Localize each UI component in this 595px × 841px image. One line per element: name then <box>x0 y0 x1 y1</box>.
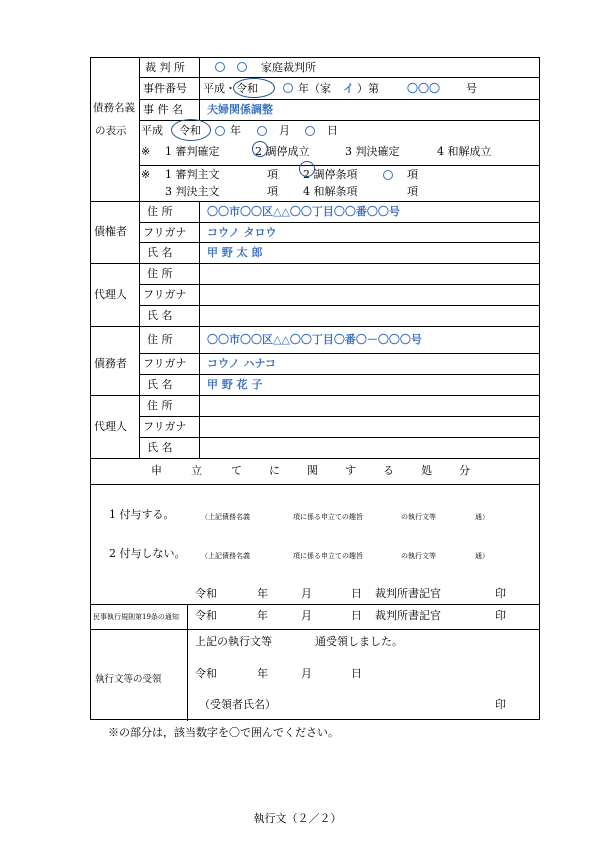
divider <box>91 201 539 202</box>
receipt-date-day: 日 <box>351 667 362 680</box>
disposition-header-char: て <box>231 464 242 477</box>
creditor-name-value: 甲 野 太 郎 <box>207 246 263 259</box>
finalization-mark: ※ <box>141 145 151 158</box>
circle-mark <box>383 170 393 180</box>
disposition-date-era: 令和 <box>195 587 217 600</box>
debtor-label: 債務者 <box>94 357 127 370</box>
obligation-title-2: の表示 <box>95 125 127 137</box>
creditor-agent-furigana-label: フリガナ <box>143 288 187 301</box>
court-value: 家庭裁判所 <box>261 61 316 74</box>
date-month: 月 <box>279 124 290 137</box>
circle-mark <box>215 62 225 72</box>
creditor-agent-label: 代理人 <box>94 288 127 301</box>
creditor-name-label: 氏 名 <box>147 246 173 259</box>
divider <box>91 604 539 605</box>
rule19-clerk: 裁判所書記官 <box>375 609 441 622</box>
divider <box>91 326 539 327</box>
divider <box>91 629 539 630</box>
divider <box>91 458 539 459</box>
creditor-agent-address-label: 住 所 <box>147 267 173 280</box>
receipt-date-year: 年 <box>257 667 268 680</box>
debtor-agent-furigana-label: フリガナ <box>143 420 187 433</box>
disposition-date-month: 月 <box>301 587 312 600</box>
receipt-statement-2: 通受領しました。 <box>315 635 403 648</box>
creditor-furigana-value: コウノ タロウ <box>207 226 277 239</box>
disposition-header-char: る <box>383 464 394 477</box>
rule19-date-month: 月 <box>301 609 312 622</box>
disposition-header-char: 処 <box>421 464 432 477</box>
execution-form <box>90 57 540 720</box>
page-footer: 執行文（２／２） <box>253 812 342 825</box>
date-circled: 令和 <box>179 124 201 137</box>
grant-detail: 通） <box>475 513 489 521</box>
debtor-name-value: 甲 野 花 子 <box>207 378 263 391</box>
disposition-date-day: 日 <box>351 587 362 600</box>
circle-mark <box>257 126 267 136</box>
debtor-agent-name-label: 氏 名 <box>147 441 173 454</box>
case-number-year: 年（家 <box>298 82 331 95</box>
disposition-clerk: 裁判所書記官 <box>375 587 441 600</box>
debtor-name-label: 氏 名 <box>147 378 173 391</box>
creditor-agent-name-label: 氏 名 <box>147 309 173 322</box>
debtor-furigana-label: フリガナ <box>143 357 187 370</box>
debtor-address-label: 住 所 <box>147 333 173 346</box>
provision-item: 項 <box>267 185 278 198</box>
debtor-address-value: 〇〇市〇〇区△△〇〇丁目〇番〇－〇〇〇号 <box>207 333 422 346</box>
finalization-option: 3 判決確定 <box>345 145 400 158</box>
option-circle <box>299 161 315 177</box>
debtor-furigana-value: コウノ ハナコ <box>207 357 277 370</box>
obligation-title: 債務名義 <box>93 102 135 114</box>
circle-mark <box>305 126 315 136</box>
deny-detail: 通） <box>475 552 489 560</box>
option-circle <box>252 141 268 157</box>
disposition-header-char: に <box>269 464 280 477</box>
instruction-note: ※の部分は，該当数字を〇で囲んでください。 <box>108 726 339 739</box>
case-number-label: 事件番号 <box>143 82 187 95</box>
creditor-address-value: 〇〇市〇〇区△△〇〇丁目〇〇番〇〇号 <box>207 205 400 218</box>
debtor-agent-address-label: 住 所 <box>147 399 173 412</box>
finalization-option: 1 審判確定 <box>165 145 220 158</box>
case-number-go: 号 <box>466 82 477 95</box>
provision-item: 項 <box>267 168 278 181</box>
divider <box>91 395 539 396</box>
creditor-furigana-label: フリガナ <box>143 226 187 239</box>
date-prefix: 平成 <box>141 124 163 137</box>
circle-mark <box>237 62 247 72</box>
case-number-dai: ）第 <box>357 82 379 95</box>
disposition-seal: 印 <box>495 587 506 600</box>
deny-detail: 項に係る申立ての趣旨 <box>293 552 363 560</box>
provision-item: 項 <box>407 185 418 198</box>
rule19-date-day: 日 <box>351 609 362 622</box>
rule19-label: 民事執行規則第19条の通知 <box>93 613 179 621</box>
creditor-address-label: 住 所 <box>147 205 173 218</box>
disposition-header-char: 関 <box>307 464 318 477</box>
provision-item: 項 <box>407 168 418 181</box>
provision-mark: ※ <box>141 168 151 181</box>
provision-option: 4 和解条項 <box>303 185 358 198</box>
case-name-value: 夫婦関係調整 <box>207 103 273 116</box>
court-label: 裁 判 所 <box>145 61 185 74</box>
disposition-header-char: 分 <box>459 464 470 477</box>
case-number-era: 平成・令和 <box>203 82 258 95</box>
circle-mark <box>283 83 293 93</box>
receipt-label: 執行文等の受領 <box>95 674 162 685</box>
grant-line: 1 付与する。 <box>109 508 175 521</box>
case-name-label: 事 件 名 <box>143 103 183 116</box>
rule19-seal: 印 <box>495 609 506 622</box>
era-circle <box>233 78 275 98</box>
receipt-seal: 印 <box>495 698 506 711</box>
divider <box>91 263 539 264</box>
divider <box>91 484 539 485</box>
case-number-value: 〇〇〇 <box>407 82 440 95</box>
date-year: 年 <box>230 124 241 137</box>
receipt-date-era: 令和 <box>195 667 217 680</box>
deny-detail: の執行文等 <box>401 552 436 560</box>
date-day: 日 <box>327 124 338 137</box>
grant-detail: の執行文等 <box>401 513 436 521</box>
provision-option: 2 調停条項 <box>303 168 358 181</box>
receipt-date-month: 月 <box>301 667 312 680</box>
debtor-agent-label: 代理人 <box>94 420 127 433</box>
creditor-label: 債権者 <box>94 225 127 238</box>
deny-line: 2 付与しない。 <box>109 547 186 560</box>
receiver-label: （受領者氏名） <box>199 698 276 711</box>
provision-option: 1 審判主文 <box>165 168 220 181</box>
disposition-header-char: す <box>345 464 356 477</box>
rule19-date-year: 年 <box>257 609 268 622</box>
case-number-code: イ <box>343 82 354 95</box>
grant-detail: （上記債務名義 <box>201 513 250 521</box>
finalization-option: 4 和解成立 <box>437 145 492 158</box>
grant-detail: 項に係る申立ての趣旨 <box>293 513 363 521</box>
finalization-option: 2 調停成立 <box>255 145 310 158</box>
disposition-header-char: 申 <box>151 464 162 477</box>
circle-mark <box>215 126 225 136</box>
provision-option: 3 判決主文 <box>165 185 220 198</box>
disposition-date-year: 年 <box>257 587 268 600</box>
disposition-header-char: 立 <box>191 464 202 477</box>
receipt-statement: 上記の執行文等 <box>195 635 272 648</box>
rule19-date-era: 令和 <box>195 609 217 622</box>
deny-detail: （上記債務名義 <box>201 552 250 560</box>
era-circle <box>171 119 211 141</box>
